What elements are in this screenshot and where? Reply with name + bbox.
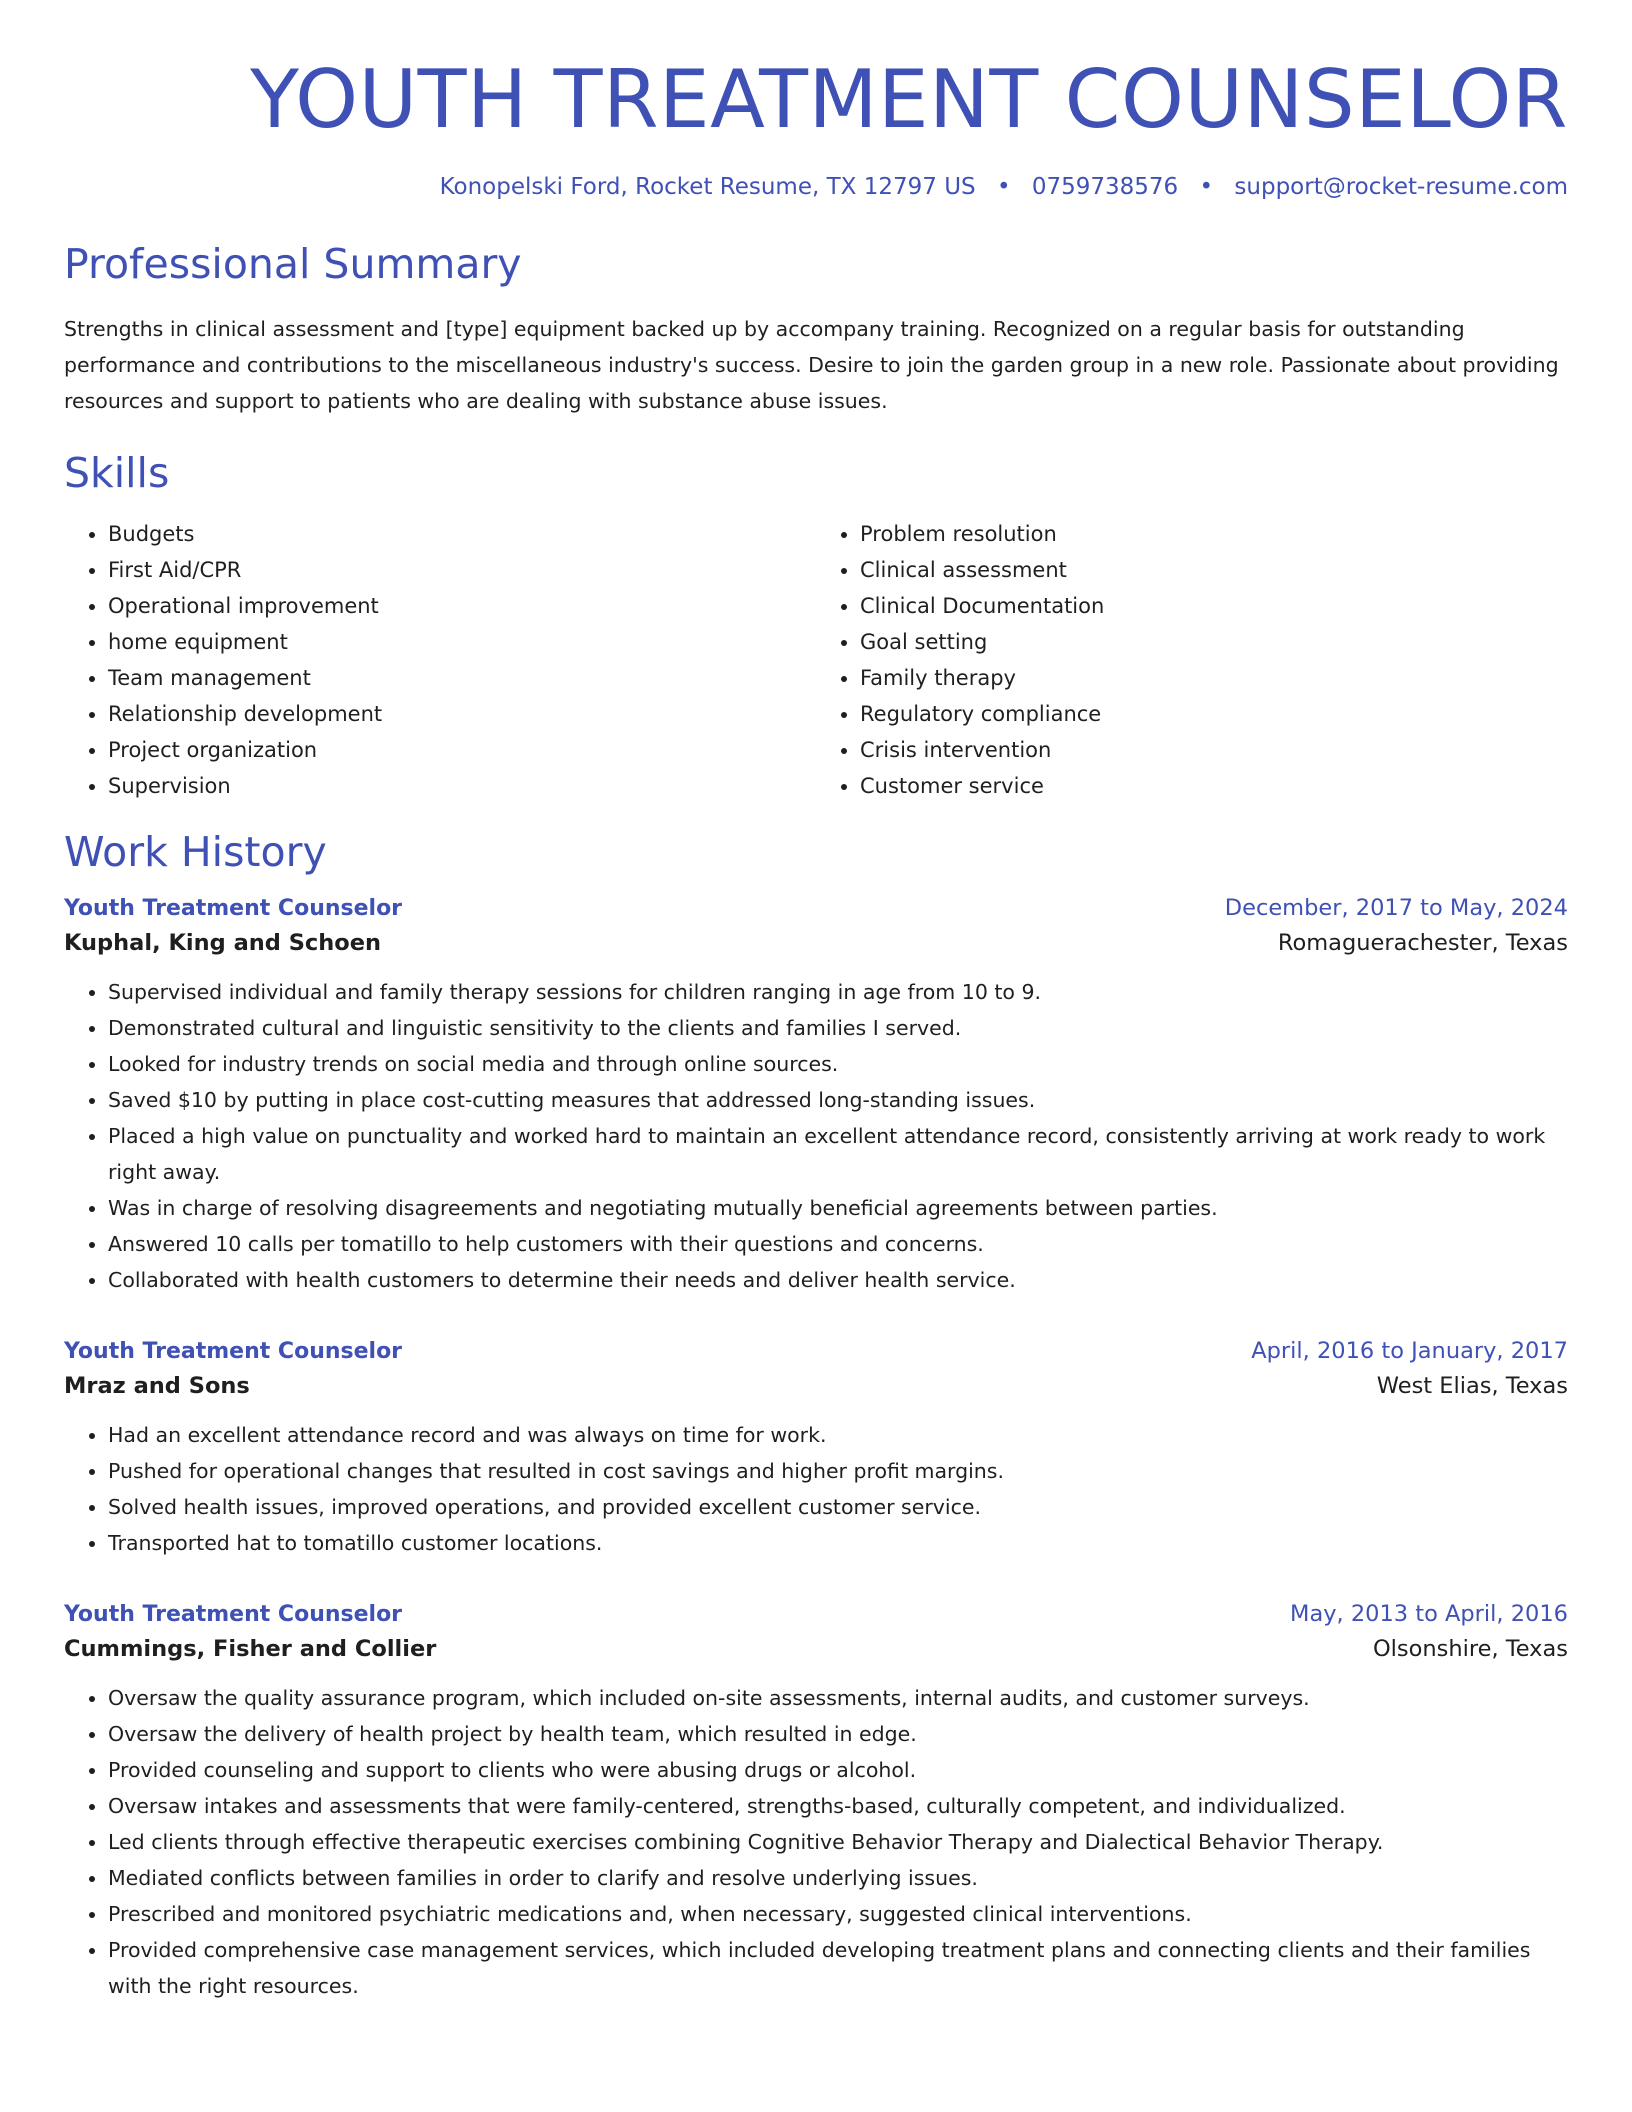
job-bullet: • Demonstrated cultural and linguistic sensitivity to the clients and families I served. [108, 1010, 1568, 1046]
job-bullet: • Oversaw the quality assurance program, which included on-site assessments, internal audits, and customer surveys. [108, 1680, 1568, 1716]
skill-item: • Operational improvement [108, 588, 816, 624]
job-bullet: • Solved health issues, improved operations, and provided excellent customer service. [108, 1489, 1568, 1525]
job-list [64, 895, 1568, 2004]
job-header-row [64, 895, 1568, 921]
skill-item: • Budgets [108, 516, 816, 552]
job-bullet: • Answered 10 calls per tomatillo to help customers with their questions and concerns. [108, 1226, 1568, 1262]
job-bullet: • Provided counseling and support to clients who were abusing drugs or alcohol. [108, 1752, 1568, 1788]
job-bullet: • Had an excellent attendance record and was always on time for work. [108, 1417, 1568, 1453]
job-bullet: • Oversaw the delivery of health project by health team, which resulted in edge. [108, 1716, 1568, 1752]
skill-item: • Problem resolution [860, 516, 1568, 552]
job-entry [64, 1601, 1568, 2004]
job-bullet: • Was in charge of resolving disagreements and negotiating mutually beneficial agreements between parties. [108, 1190, 1568, 1226]
job-company-row [64, 1636, 1568, 1662]
contact-separator: • [996, 174, 1011, 200]
skill-item: • Clinical assessment [860, 552, 1568, 588]
job-bullet: • Oversaw intakes and assessments that were family-centered, strengths-based, culturally competent, and individualized. [108, 1788, 1568, 1824]
contact-email: support@rocket-resume.com [1234, 174, 1568, 200]
job-header-row [64, 1601, 1568, 1627]
job-company-row [64, 1373, 1568, 1399]
job-bullet: • Mediated conflicts between families in order to clarify and resolve underlying issues. [108, 1860, 1568, 1896]
contact-line [64, 174, 1568, 200]
job-bullet: • Looked for industry trends on social media and through online sources. [108, 1046, 1568, 1082]
job-bullet-list [64, 1680, 1568, 2004]
skills-list-right [816, 516, 1568, 804]
skill-item: • Customer service [860, 768, 1568, 804]
job-location: Romaguerachester, Texas [1277, 930, 1568, 956]
section-title-summary: Professional Summary [64, 240, 522, 288]
skill-item: • First Aid/CPR [108, 552, 816, 588]
job-company-row [64, 930, 1568, 956]
summary-text: Strengths in clinical assessment and [type] equipment backed up by accompany training. Recognized on a regular basis for outstanding performance and contributions to the miscellaneous industry's success. Desire to join the garden group in a new role. Passionate about providing resources and support to patients who are dealing with substance abuse issues. [64, 317, 1559, 413]
skill-item: • Clinical Documentation [860, 588, 1568, 624]
professional-summary-section [64, 240, 1568, 419]
section-title-work: Work History [64, 828, 327, 876]
candidate-title: YOUTH TREATMENT COUNSELOR [250, 53, 1568, 146]
skill-item: • Crisis intervention [860, 732, 1568, 768]
contact-separator: • [1199, 174, 1214, 200]
job-title: Youth Treatment Counselor [64, 896, 403, 921]
job-company: Mraz and Sons [64, 1373, 250, 1399]
job-bullet: • Supervised individual and family therapy sessions for children ranging in age from 10 to 9. [108, 974, 1568, 1010]
contact-address: Konopelski Ford, Rocket Resume, TX 12797 US [439, 174, 976, 200]
job-location: Olsonshire, Texas [1372, 1636, 1568, 1662]
job-title: Youth Treatment Counselor [64, 1339, 403, 1364]
skill-item: • Supervision [108, 768, 816, 804]
skills-grid [64, 516, 1568, 804]
job-bullet: • Prescribed and monitored psychiatric medications and, when necessary, suggested clinical interventions. [108, 1896, 1568, 1932]
job-dates: May, 2013 to April, 2016 [1290, 1601, 1568, 1627]
job-company: Cummings, Fisher and Collier [64, 1636, 437, 1662]
skill-item: • Relationship development [108, 696, 816, 732]
skill-item: • Project organization [108, 732, 816, 768]
skills-section [64, 449, 1568, 804]
job-header-row [64, 1338, 1568, 1364]
job-bullet: • Pushed for operational changes that resulted in cost savings and higher profit margins. [108, 1453, 1568, 1489]
job-dates: April, 2016 to January, 2017 [1251, 1338, 1568, 1364]
skill-item: • home equipment [108, 624, 816, 660]
job-bullet: • Transported hat to tomatillo customer locations. [108, 1525, 1568, 1561]
job-bullet: • Placed a high value on punctuality and worked hard to maintain an excellent attendance record, consistently arriving at work ready to work right away. [108, 1118, 1568, 1190]
job-bullet: • Provided comprehensive case management services, which included developing treatment plans and connecting clients and their families with the right resources. [108, 1932, 1568, 2004]
skill-item: • Family therapy [860, 660, 1568, 696]
section-title-skills: Skills [64, 449, 170, 497]
resume-header [64, 53, 1568, 200]
job-bullet: • Saved $10 by putting in place cost-cutting measures that addressed long-standing issues. [108, 1082, 1568, 1118]
contact-phone: 0759738576 [1031, 174, 1179, 200]
skill-item: • Regulatory compliance [860, 696, 1568, 732]
job-entry [64, 1338, 1568, 1561]
skill-item: • Team management [108, 660, 816, 696]
job-entry [64, 895, 1568, 1298]
job-bullet-list [64, 974, 1568, 1298]
job-bullet: • Led clients through effective therapeutic exercises combining Cognitive Behavior Therapy and Dialectical Behavior Therapy. [108, 1824, 1568, 1860]
job-bullet: • Collaborated with health customers to determine their needs and deliver health service. [108, 1262, 1568, 1298]
job-bullet-list [64, 1417, 1568, 1561]
job-title: Youth Treatment Counselor [64, 1602, 403, 1627]
skills-list-left [64, 516, 816, 804]
job-location: West Elias, Texas [1376, 1373, 1568, 1399]
skill-item: • Goal setting [860, 624, 1568, 660]
job-company: Kuphal, King and Schoen [64, 930, 381, 956]
job-dates: December, 2017 to May, 2024 [1224, 895, 1568, 921]
work-history-section [64, 828, 1568, 2004]
